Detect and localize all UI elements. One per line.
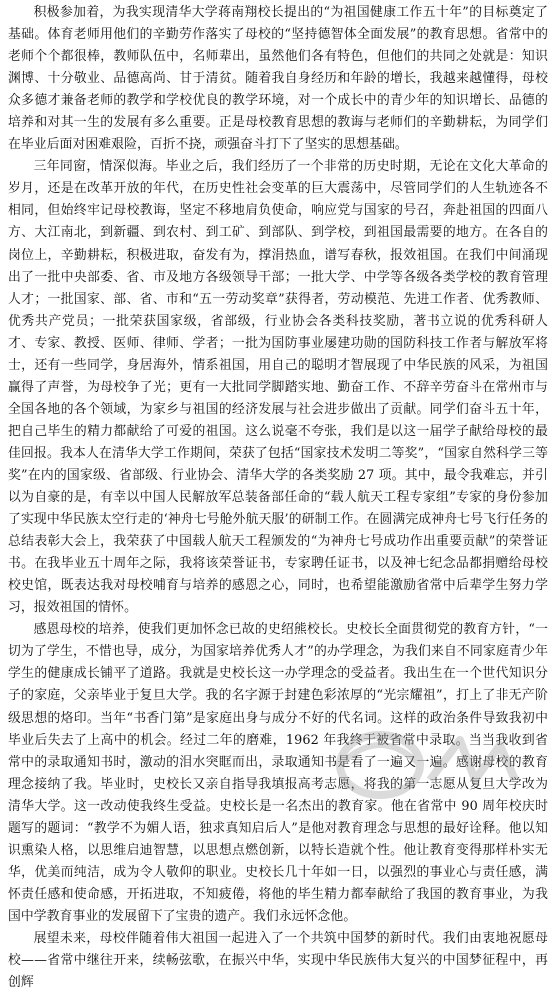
paragraph-4: 展望未来，母校伴随着伟大祖国一起进入了一个共筑中国梦的新时代。我们由衷地祝愿母校——省常中继往开来，续畅弦歌，在振兴中华，实现中华民族伟大复兴的中国梦征程中，再创辉 <box>8 930 548 991</box>
paragraph-2: 三年同窗，情深似海。毕业之后，我们经历了一个非常的历史时期，无论在文化大革命的岁月，还是在改革开放的年代，在历史性社会变革的巨大震荡中，尽管同学们的人生轨迹各不相同，但始终牢记母校教诲，坚定不移地肩负使命，响应党与国家的号召，奔赴祖国的四面八方、大江南北，到新疆、到农村、到工矿、到部队、到学校，到祖国最需要的地方。在各自的岗位上，辛勤耕耘，积极进取，奋发有为，撑涓热血，谱写春秋，报效祖国。在我们中间涌现出了一批中央部委、省、市及地方各级领导干部；一批大学、中学等各级各类学校的教育管理人才；一批国家、部、省、市和“五一劳动奖章”获得者，劳动模范、先进工作者、优秀教师、优秀共产党员；一批荣获国家级，省部级，行业协会各类科技奖励，著书立说的优秀科研人才、专家、教授、医师、律师、学者；一批为国防事业屡建功勋的国防科技工作者与解放军将士，还有一些同学，身居海外，情系祖国，用自己的聪明才智展现了中华民族的风采，为祖国赢得了声誉，为母校争了光；更有一大批同学脚踏实地、勤奋工作、不辞辛劳奋斗在常州市与全国各地的各个领域，为家乡与祖国的经济发展与社会进步做出了贡献。同学们奋斗五十年，把自己毕生的精力都献给了可爱的祖国。这么说毫不夸张，我们是以这一届学子献给母校的最佳回报。我本人在清华大学工作期间，荣获了包括“国家技术发明二等奖”，“国家自然科学三等奖”在内的国家级、省部级、行业协会、清华大学的各类奖励 27 项。其中，最令我难忘，并引以为自豪的是，有幸以中国人民解放军总装备部任命的“载人航天工程专家组”专家的身份参加了实现中华民族太空行走的‘神舟七号舱外航天服’的研制工作。在圆满完成神舟七号飞行任务的总结表彰大会上，我荣获了中国载人航天工程颁发的“为神舟七号成功作出重要贡献”的荣誉证书。在我毕业五十周年之际，我将该荣誉证书，专家聘任证书，以及神七纪念品都捐赠给母校校史馆，既表达我对母校哺育与培养的感恩之心，同时，也希望能激励省常中后辈学生努力学习，报效祖国的情怀。 <box>8 159 548 616</box>
paragraph-3: 感恩母校的培养，使我们更加怀念已故的史绍熊校长。史校长全面贯彻党的教育方针，“一切为了学生，不惜也导，成分，为国家培养优秀人才”的办学理念，为我们来自不同家庭青少年学生的健康成长铺平了道路。我就是史校长这一办学理念的受益者。我出生在一个世代知识分子的家庭，父亲毕业于复旦大学。我的名字源于封建色彩浓厚的“光宗耀祖”，打上了非无产阶级思想的烙印。当年“书香门第”是家庭出身与成分不好的代名词。这样的政治条件导致我初中毕业后失去了上高中的机会。经过二年的磨难，1962 年我终于被省常中录取。当当我收到省常中的录取通知书时，激动的泪水突眶而出，录取通知书是看了一遍又一遍。感谢母校的教育理念接纳了我。毕业时，史校长又亲自指导我填报高考志愿，将我的第一志愿从复旦大学改为清华大学。这一改动使我终生受益。史校长是一名杰出的教育家。他在省常中 90 周年校庆时题写的题词：“教学不为媚人语，独求真知启后人”是他对教育理念与思想的最好诠释。他以知识熏染人格，以思维启迪智慧，以思想点燃创新，以特长造就个性。他让教育变得那样朴实无华，优美而纯洁，成为令人敬仰的职业。史校长几十年如一日，以强烈的事业心与责任感，满怀责任感和使命感，开拓进取，不知疲倦，将他的毕生精力都奉献给了我国的教育事业，为我国中学教育事业的发展留下了宝贵的遗产。我们永远怀念他。 <box>8 622 548 924</box>
document-page <box>8 2 548 991</box>
paragraph-1: 积极参加着，为我实现清华大学蒋南翔校长提出的“为祖国健康工作五十年”的目标奠定了基础。体育老师用他们的辛勤劳作落实了母校的“坚持德智体全面发展”的教育思想。省常中的老师个个都很棒，教师队伍中，名师辈出，虽然他们各有特色，但他们的共同之处就是：知识渊博、十分敬业、品德高尚、甘于清贫。随着我自身经历和年龄的增长，我越来越懂得，母校众多德才兼备老师的教学和学校优良的教学环境，对一个成长中的青少年的知识增长、品德的培养和对其一生的发展有多么重要。正是母校教育思想的教诲与老师们的辛勤耕耘，为同学们在毕业后面对困难艰险，百折不挠，顽强奋斗打下了坚实的思想基础。 <box>8 5 548 153</box>
